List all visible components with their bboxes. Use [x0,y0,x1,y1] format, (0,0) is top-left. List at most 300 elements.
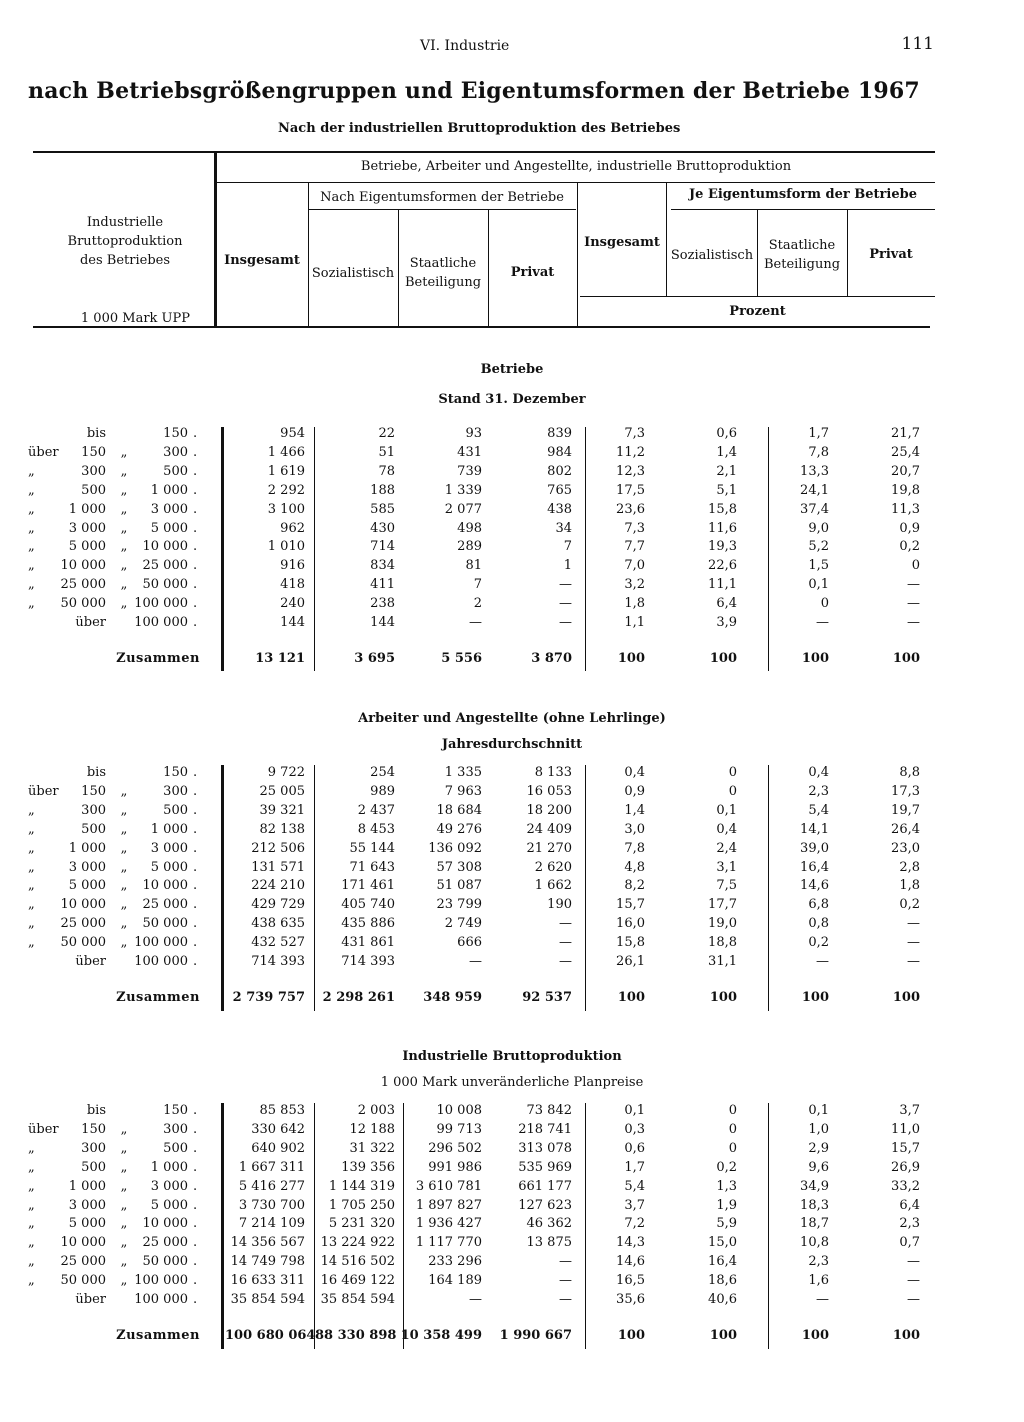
table-cell: 33,2 [891,1178,920,1194]
section-header: VI. Industrie [420,38,510,54]
ditto-mark: „ [120,558,128,574]
table-cell: 1,5 [808,558,829,574]
total-cell: 100 [617,989,645,1005]
size-to: 300 [163,783,188,799]
table-row [0,577,1024,595]
table-cell: 0,6 [624,1140,645,1156]
table-cell: — [907,577,920,593]
size-prefix: „ [28,1216,35,1232]
table-cell: 14 356 567 [230,1235,305,1251]
table-cell: 14,3 [616,1235,645,1251]
table-cell: 640 902 [251,1140,305,1156]
total-cell: 3 870 [531,650,572,666]
table-cell: 2,3 [808,783,829,799]
table-cell: 51 087 [436,878,482,894]
table-cell: 93 [465,426,482,441]
total-cell: 100 [892,989,920,1005]
table-cell: 5 231 320 [328,1216,395,1232]
table-cell: 136 092 [428,840,482,856]
size-from: 3 000 [68,1197,106,1213]
table-cell: 144 [370,615,395,630]
size-to: 25 000 [142,558,188,574]
table-cell: 24 409 [526,821,572,837]
size-to: 150 [163,765,188,780]
ditto-mark: „ [120,463,128,479]
table-cell: 21,7 [891,426,920,441]
table-cell: 19,8 [891,482,920,498]
table-cell: 16,0 [616,916,645,932]
size-to: 500 [163,1140,188,1156]
total-cell: 100 [801,650,829,666]
size-to: 10 000 [142,878,188,894]
table-cell: 0,9 [899,520,920,536]
size-from: 500 [81,482,106,498]
table-cell: 22 [378,426,395,441]
table-cell: 1 662 [534,878,572,894]
page-subtitle: Nach der industriellen Bruttoproduktion des Betriebes [278,121,681,136]
ditto-mark: „ [120,501,128,517]
table-cell: 3,0 [624,821,645,837]
size-to: 5 000 [150,520,188,536]
section-title: Arbeiter und Angestellte (ohne Lehrlinge) [358,711,666,726]
section-subtitle: Jahresdurchschnitt [441,737,583,752]
leader-dot: . [193,1121,198,1137]
table-cell: 1,7 [624,1159,645,1175]
size-prefix: „ [28,935,35,951]
table-cell: 233 296 [428,1254,482,1270]
table-cell: 131 571 [251,859,305,875]
table-cell: 431 861 [341,935,395,951]
table-cell: — [559,615,572,630]
stub-title-line: des Betriebes [79,253,171,268]
table-row [0,954,1024,972]
table-cell: 0,4 [624,765,645,780]
table-cell: 714 393 [341,954,395,969]
table-cell: 7,2 [624,1216,645,1232]
size-to: 10 000 [142,539,188,555]
size-to: 150 [163,426,188,441]
table-cell: 5,4 [624,1178,645,1194]
table-cell: 23,6 [616,501,645,517]
ditto-mark: „ [120,878,128,894]
size-from: 10 000 [60,1235,106,1251]
table-cell: 739 [457,463,482,479]
table-cell: 11,2 [616,444,645,460]
ditto-mark: „ [120,1235,128,1251]
size-to: 50 000 [142,577,188,593]
table-cell: 5,2 [808,539,829,555]
total-cell: 100 [617,1327,645,1343]
size-from: 10 000 [60,558,106,574]
table-cell: 144 [280,615,305,630]
table-row [0,445,1024,463]
ditto-mark: „ [120,840,128,856]
size-from: 3 000 [68,520,106,536]
total-cell: 1 990 667 [499,1327,572,1343]
table-cell: 8,8 [899,765,920,780]
total-row [0,1328,1024,1346]
table-row [0,803,1024,821]
size-from: 50 000 [60,596,106,612]
total-cell: 3 695 [354,650,395,666]
table-cell: 26,4 [891,821,920,837]
table-row [0,1179,1024,1197]
ditto-mark: „ [120,1216,128,1232]
size-prefix: „ [28,1140,35,1156]
table-cell: 23 799 [436,897,482,913]
table-cell: 2 003 [357,1103,395,1118]
table-cell: 3,1 [716,859,737,875]
col-staatliche-beteiligung [398,254,488,292]
col-staatliche-pct [757,236,847,274]
leader-dot: . [193,1216,198,1232]
table-cell: 714 [370,539,395,555]
table-cell: 2 077 [444,501,482,517]
table-cell: 765 [547,482,572,498]
table-cell: 6,8 [808,897,829,913]
size-prefix: „ [28,520,35,536]
table-cell: 411 [370,577,395,593]
size-to: 500 [163,463,188,479]
ditto-mark: „ [120,1140,128,1156]
table-cell: 1 897 827 [415,1197,482,1213]
table-cell: 22,6 [708,558,737,574]
section-title: Betriebe [480,362,544,377]
col-sozialistisch: Sozialistisch [311,266,395,281]
section-subtitle: 1 000 Mark unveränderliche Planpreise [380,1075,644,1090]
leader-dot: . [193,954,198,969]
table-row [0,1235,1024,1253]
table-cell: 18,8 [708,935,737,951]
table-cell: 0,2 [808,935,829,951]
page-title: nach Betriebsgrößengruppen und Eigentumsformen der Betriebe 1967 [28,78,920,104]
size-prefix: „ [28,482,35,498]
table-cell: 71 643 [349,859,395,875]
table-cell: 438 635 [251,916,305,932]
leader-dot: . [193,1235,198,1251]
table-cell: 12,3 [616,463,645,479]
table-cell: 73 842 [526,1103,572,1118]
size-to: 300 [163,1121,188,1137]
table-cell: — [907,1292,920,1307]
size-prefix: „ [28,1159,35,1175]
table-cell: 666 [457,935,482,951]
col-label-line: Staatliche [409,256,477,271]
total-cell: 100 [617,650,645,666]
table-cell: 438 [547,501,572,517]
table-cell: 0,1 [808,1103,829,1118]
table-cell: 16 633 311 [230,1273,305,1289]
table-cell: 23,0 [891,840,920,856]
table-cell: 431 [457,444,482,460]
group-title: Betriebe, Arbeiter und Angestellte, industrielle Bruttoproduktion [360,159,792,174]
table-cell: 18 200 [526,802,572,818]
table-cell: 0,8 [808,916,829,932]
size-prefix: „ [28,463,35,479]
size-prefix: „ [28,859,35,875]
stub-title-line: Industrielle [86,215,164,230]
leader-dot: . [193,859,198,875]
size-to: 100 000 [134,954,188,969]
table-cell: 10,8 [800,1235,829,1251]
ditto-mark: „ [120,539,128,555]
table-cell: 25 005 [259,783,305,799]
table-cell: 164 189 [428,1273,482,1289]
table-row [0,1216,1024,1234]
col-label-line: Beteiligung [404,275,482,290]
eigentum-rule [308,209,576,210]
table-cell: 0 [728,765,737,780]
table-cell: — [907,615,920,630]
total-cell: 100 680 064 [225,1327,316,1343]
size-to: 25 000 [142,897,188,913]
leader-dot: . [193,935,198,951]
size-from: bis [86,1103,106,1118]
size-from: über [75,615,106,630]
table-cell: 1 936 427 [415,1216,482,1232]
table-cell: 37,4 [800,501,829,517]
leader-dot: . [193,897,198,913]
size-from: 1 000 [68,1178,106,1194]
table-cell: — [816,1292,829,1307]
table-cell: 1 010 [267,539,305,555]
stub-divider [214,153,217,328]
table-row [0,483,1024,501]
table-cell: 0,1 [624,1103,645,1118]
table-row [0,841,1024,859]
table-cell: 1,1 [624,615,645,630]
size-prefix: „ [28,840,35,856]
leader-dot: . [193,463,198,479]
table-cell: 15,7 [616,897,645,913]
size-from: über [75,1292,106,1307]
table-cell: 224 210 [251,878,305,894]
size-prefix: „ [28,897,35,913]
col-label-line: Staatliche [768,238,836,253]
table-cell: — [469,954,482,969]
table-cell: 0 [820,596,829,612]
table-cell: 31 322 [349,1140,395,1156]
prozent-rule [580,296,935,297]
table-cell: 21 270 [526,840,572,856]
table-cell: 0 [728,783,737,799]
size-from: bis [86,426,106,441]
total-cell: 92 537 [522,989,572,1005]
table-cell: 1,6 [808,1273,829,1289]
section-subtitle: Stand 31. Dezember [438,392,586,407]
total-cell: 100 [801,989,829,1005]
size-to: 500 [163,802,188,818]
ditto-mark: „ [120,821,128,837]
leader-dot: . [193,426,198,441]
col-divider [666,183,667,296]
table-cell: 15,0 [708,1235,737,1251]
total-cell: 2 739 757 [232,989,305,1005]
size-from: 150 [81,783,106,799]
ditto-mark: „ [120,577,128,593]
total-row [0,651,1024,669]
table-cell: 139 356 [341,1159,395,1175]
table-cell: 1 144 319 [328,1178,395,1194]
je-rule [671,209,935,210]
table-cell: 11,1 [708,577,737,593]
size-to: 300 [163,444,188,460]
ditto-mark: „ [120,935,128,951]
table-cell: 1 [563,558,572,574]
total-label: Zusammen [116,989,200,1005]
table-cell: — [907,954,920,969]
table-cell: 0 [911,558,920,574]
size-prefix: „ [28,878,35,894]
table-cell: 2 437 [357,802,395,818]
table-cell: 190 [547,897,572,913]
table-row [0,558,1024,576]
table-cell: 289 [457,539,482,555]
table-cell: 240 [280,596,305,612]
table-cell: 0,3 [624,1121,645,1137]
leader-dot: . [193,444,198,460]
leader-dot: . [193,539,198,555]
table-cell: 55 144 [349,840,395,856]
size-from: 300 [81,802,106,818]
table-cell: 1,0 [808,1121,829,1137]
table-cell: 296 502 [428,1140,482,1156]
size-to: 100 000 [134,596,188,612]
table-cell: 39,0 [800,840,829,856]
col-privat-pct: Privat [869,247,913,262]
table-cell: 3,7 [624,1197,645,1213]
table-cell: 49 276 [436,821,482,837]
total-row [0,990,1024,1008]
table-cell: 6,4 [716,596,737,612]
table-cell: 3,7 [899,1103,920,1118]
table-row [0,935,1024,953]
table-cell: 5,9 [716,1216,737,1232]
ditto-mark: „ [120,859,128,875]
table-cell: 17,3 [891,783,920,799]
total-cell: 88 330 898 [315,1327,397,1343]
total-cell: 100 [892,650,920,666]
size-to: 5 000 [150,1197,188,1213]
size-to: 5 000 [150,859,188,875]
table-cell: 984 [547,444,572,460]
leader-dot: . [193,840,198,856]
table-row [0,615,1024,633]
table-cell: 1 705 250 [328,1197,395,1213]
leader-dot: . [193,596,198,612]
header-top-rule [33,151,935,153]
total-cell: 2 298 261 [322,989,395,1005]
table-cell: 78 [378,463,395,479]
ditto-mark: „ [120,444,128,460]
ditto-mark: „ [120,482,128,498]
table-row [0,878,1024,896]
table-cell: — [907,916,920,932]
stub-title-line: Bruttoproduktion [67,234,183,249]
table-cell: 18,3 [800,1197,829,1213]
leader-dot: . [193,802,198,818]
table-cell: 313 078 [518,1140,572,1156]
total-cell: 13 121 [255,650,305,666]
leader-dot: . [193,821,198,837]
col-sozialistisch-pct: Sozialistisch [670,248,754,263]
leader-dot: . [193,558,198,574]
size-to: 100 000 [134,1292,188,1307]
group-rule [217,182,935,183]
table-row [0,1198,1024,1216]
size-to: 1 000 [150,482,188,498]
table-cell: 46 362 [526,1216,572,1232]
size-to: 50 000 [142,916,188,932]
col-insgesamt: Insgesamt [224,253,300,268]
table-row [0,521,1024,539]
table-cell: 11,6 [708,520,737,536]
table-cell: 916 [280,558,305,574]
size-from: 150 [81,1121,106,1137]
table-cell: 2,8 [899,859,920,875]
leader-dot: . [193,1140,198,1156]
table-cell: — [559,1254,572,1270]
table-cell: 5 416 277 [238,1178,305,1194]
size-to: 100 000 [134,615,188,630]
table-cell: — [907,935,920,951]
size-prefix: über [28,1121,59,1137]
table-cell: — [559,1292,572,1307]
table-cell: — [816,954,829,969]
table-cell: 802 [547,463,572,479]
table-cell: 19,3 [708,539,737,555]
table-cell: 1 667 311 [238,1159,305,1175]
table-cell: 17,5 [616,482,645,498]
size-from: über [75,954,106,969]
table-cell: 57 308 [436,859,482,875]
table-cell: 1,3 [716,1178,737,1194]
size-prefix: „ [28,577,35,593]
table-cell: 3 730 700 [238,1197,305,1213]
table-cell: 218 741 [518,1121,572,1137]
table-cell: 1 339 [444,482,482,498]
table-row [0,464,1024,482]
table-cell: 13,3 [800,463,829,479]
table-cell: 0,9 [624,783,645,799]
table-row [0,539,1024,557]
leader-dot: . [193,1197,198,1213]
table-cell: — [559,596,572,612]
size-prefix: „ [28,821,35,837]
table-cell: 13 875 [526,1235,572,1251]
table-cell: 1,8 [899,878,920,894]
table-row [0,1141,1024,1159]
table-cell: 14 516 502 [320,1254,395,1270]
table-cell: 18,7 [800,1216,829,1232]
size-to: 100 000 [134,935,188,951]
table-cell: 24,1 [800,482,829,498]
total-cell: 100 [892,1327,920,1343]
ditto-mark: „ [120,897,128,913]
table-cell: 7 [473,577,482,593]
leader-dot: . [193,916,198,932]
table-cell: 238 [370,596,395,612]
total-cell: 100 [709,650,737,666]
col-insgesamt-pct: Insgesamt [584,235,660,250]
size-from: 300 [81,1140,106,1156]
table-cell: 51 [378,444,395,460]
table-cell: 429 729 [251,897,305,913]
table-row [0,1122,1024,1140]
table-cell: 8 453 [357,821,395,837]
col-privat: Privat [510,265,555,280]
table-cell: 2 292 [267,482,305,498]
